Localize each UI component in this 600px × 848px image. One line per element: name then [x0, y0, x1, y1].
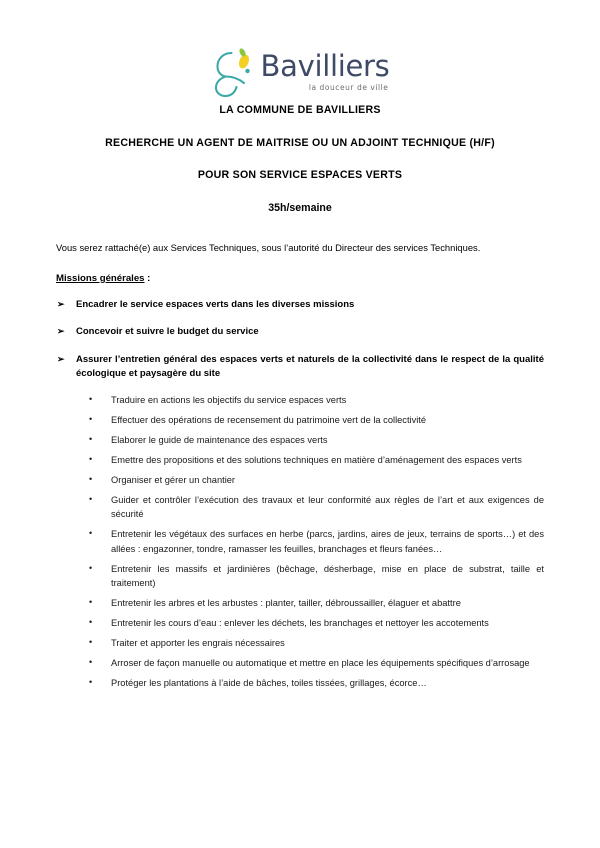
list-item: [86, 596, 544, 610]
arrow-bullet-icon: ➢: [57, 298, 65, 309]
section-heading-colon: :: [144, 272, 151, 284]
list-item-text: Entretenir les cours d’eau : enlever les déchets, les branchages et nettoyer les accotements: [111, 618, 489, 629]
logo-header: [56, 0, 544, 93]
list-item: [86, 562, 544, 590]
dot-bullet-icon: •: [89, 637, 93, 648]
list-item: [86, 616, 544, 630]
list-item-text: Protéger les plantations à l’aide de bâches, toiles tissées, grillages, écorce…: [111, 678, 427, 689]
logo-text-group: [260, 49, 390, 93]
list-item: [56, 298, 544, 312]
list-item: [86, 453, 544, 467]
list-item: [86, 676, 544, 690]
heading-service: POUR SON SERVICE ESPACES VERTS: [197, 169, 403, 182]
list-item-text: Traiter et apporter les engrais nécessaires: [111, 638, 285, 649]
bavilliers-logo: [211, 46, 390, 98]
heading-job-title: RECHERCHE UN AGENT DE MAITRISE OU UN ADJOINT TECHNIQUE (H/F): [105, 136, 495, 149]
list-item: [56, 353, 544, 381]
list-item: [86, 656, 544, 670]
list-item: [86, 433, 544, 447]
list-item-text: Elaborer le guide de maintenance des espaces verts: [111, 434, 328, 445]
list-item-text: Arroser de façon manuelle ou automatique et mettre en place les équipements spécifiques d’arrosage: [111, 658, 530, 669]
dot-bullet-icon: •: [89, 393, 93, 404]
list-item-text: Encadrer le service espaces verts dans les diverses missions: [76, 298, 355, 310]
dot-bullet-icon: •: [89, 528, 93, 539]
dot-bullet-icon: •: [89, 657, 93, 668]
dot-bullet-icon: •: [89, 453, 93, 464]
dot-bullet-icon: •: [89, 617, 93, 628]
list-item-text: Entretenir les arbres et les arbustes : planter, tailler, débroussailler, élaguer et abattre: [111, 597, 461, 608]
list-item: [86, 393, 544, 407]
list-item-text: Emettre des propositions et des solutions techniques en matière d’aménagement des espaces verts: [111, 454, 522, 465]
list-item-text: Traduire en actions les objectifs du service espaces verts: [111, 394, 347, 405]
dot-bullet-icon: •: [89, 596, 93, 607]
list-item: [86, 473, 544, 487]
logo-b-mark-icon: [211, 46, 257, 98]
list-item: [86, 493, 544, 521]
list-item: [56, 325, 544, 339]
list-item-text: Organiser et gérer un chantier: [111, 475, 236, 486]
dot-bullet-icon: •: [89, 677, 93, 688]
dot-bullet-icon: •: [89, 494, 93, 505]
list-item-text: Effectuer des opérations de recensement du patrimoine vert de la collectivité: [111, 414, 427, 425]
logo-wordmark: Bavilliers: [260, 49, 390, 84]
list-item: [86, 636, 544, 650]
dot-bullet-icon: •: [89, 474, 93, 485]
document-headings: [56, 104, 544, 215]
section-heading-text: Missions générales: [56, 272, 145, 284]
intro-paragraph: Vous serez rattaché(e) aux Services Techniques, sous l’autorité du Directeur des services Techniques.: [56, 241, 481, 253]
missions-arrow-list: [56, 298, 544, 381]
list-item-text: Concevoir et suivre le budget du service: [76, 326, 259, 338]
section-heading-missions: [56, 273, 544, 284]
arrow-bullet-icon: ➢: [57, 326, 65, 337]
list-item: [86, 413, 544, 427]
list-item-text: Entretenir les massifs et jardinières (bêchage, désherbage, mise en place de substrat, taille et traitement): [111, 563, 544, 588]
list-item: [86, 527, 544, 555]
list-item-text: Guider et contrôler l’exécution des travaux et leur conformité aux règles de l’art et aux exigences de sécurité: [111, 495, 544, 520]
dot-bullet-icon: •: [89, 413, 93, 424]
logo-tagline: la douceur de ville: [308, 83, 389, 93]
dot-bullet-icon: •: [89, 433, 93, 444]
dot-bullet-icon: •: [89, 562, 93, 573]
list-item-text: Entretenir les végétaux des surfaces en herbe (parcs, jardins, aires de jeux, terrains de sports…) et des allées : engazonner, tondre, ramasser les feuilles, branchages et fleurs fanées…: [111, 529, 544, 554]
list-item-text: Assurer l’entretien général des espaces verts et naturels de la collectivité dans le respect de la qualité écologique et paysagère du site: [76, 354, 544, 379]
arrow-bullet-icon: ➢: [57, 354, 65, 365]
heading-commune: LA COMMUNE DE BAVILLIERS: [219, 104, 381, 116]
missions-detail-list: [56, 393, 544, 691]
heading-hours: 35h/semaine: [268, 202, 332, 215]
